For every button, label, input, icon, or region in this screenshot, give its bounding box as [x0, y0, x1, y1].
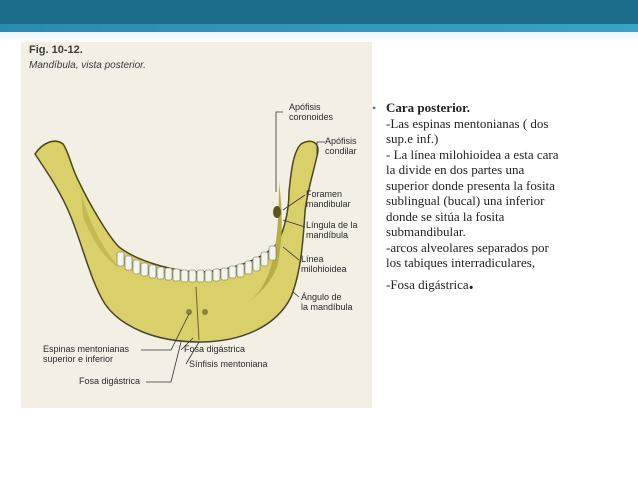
- text-line: -arcos alveolares separados por: [386, 239, 549, 255]
- figure-caption: Mandíbula, vista posterior.: [29, 60, 146, 71]
- label-linea-milohioidea: Línea milohioidea: [301, 254, 347, 274]
- label-espinas-mentonianas: Espinas mentonianas superior e inferior: [43, 344, 130, 364]
- figure-number: Fig. 10-12.: [29, 44, 83, 56]
- slide-header-fade: [0, 32, 638, 42]
- text-line: donde se sitúa la fosita: [386, 208, 505, 224]
- label-fosa-digastrica-right: Fosa digástrica: [184, 344, 246, 354]
- label-foramen-mandibular: Foramen mandibular: [306, 189, 351, 209]
- label-angulo-mandibula: Ángulo de la mandíbula: [301, 292, 353, 312]
- bullet-icon: •: [372, 101, 377, 115]
- label-apofisis-condilar: Apófisis condilar: [325, 136, 357, 156]
- text-line: submandibular.: [386, 224, 466, 239]
- text-line: sup.e inf.): [386, 131, 439, 146]
- section-heading: Cara posterior.: [386, 100, 471, 115]
- slide-body-text: [372, 100, 622, 294]
- text-line: sublingual (bucal) una inferior: [386, 193, 545, 208]
- label-fosa-digastrica-left: Fosa digástrica: [79, 376, 141, 386]
- label-apofisis-coronoides: Apófisis coronoides: [289, 102, 334, 122]
- text-line: los tabiques interradiculares,: [386, 255, 536, 270]
- text-line: -Las espinas mentonianas ( dos: [386, 115, 549, 131]
- text-line: superior donde presenta la fosita: [386, 177, 555, 193]
- fosa-digastrica-text: -Fosa digástrica: [386, 276, 469, 292]
- text-line-last: [386, 271, 622, 294]
- label-sinfisis-mentoniana: Sínfisis mentoniana: [189, 359, 268, 369]
- text-line: - La línea milohioidea a esta cara: [386, 146, 559, 162]
- mandible-figure: [21, 42, 372, 408]
- label-lingula: Língula de la mandíbula: [306, 220, 358, 240]
- slide-header-accent: [0, 24, 638, 32]
- slide-header-bar: [0, 0, 638, 24]
- text-line: la divide en dos partes una: [386, 162, 525, 177]
- final-period: .: [468, 271, 474, 294]
